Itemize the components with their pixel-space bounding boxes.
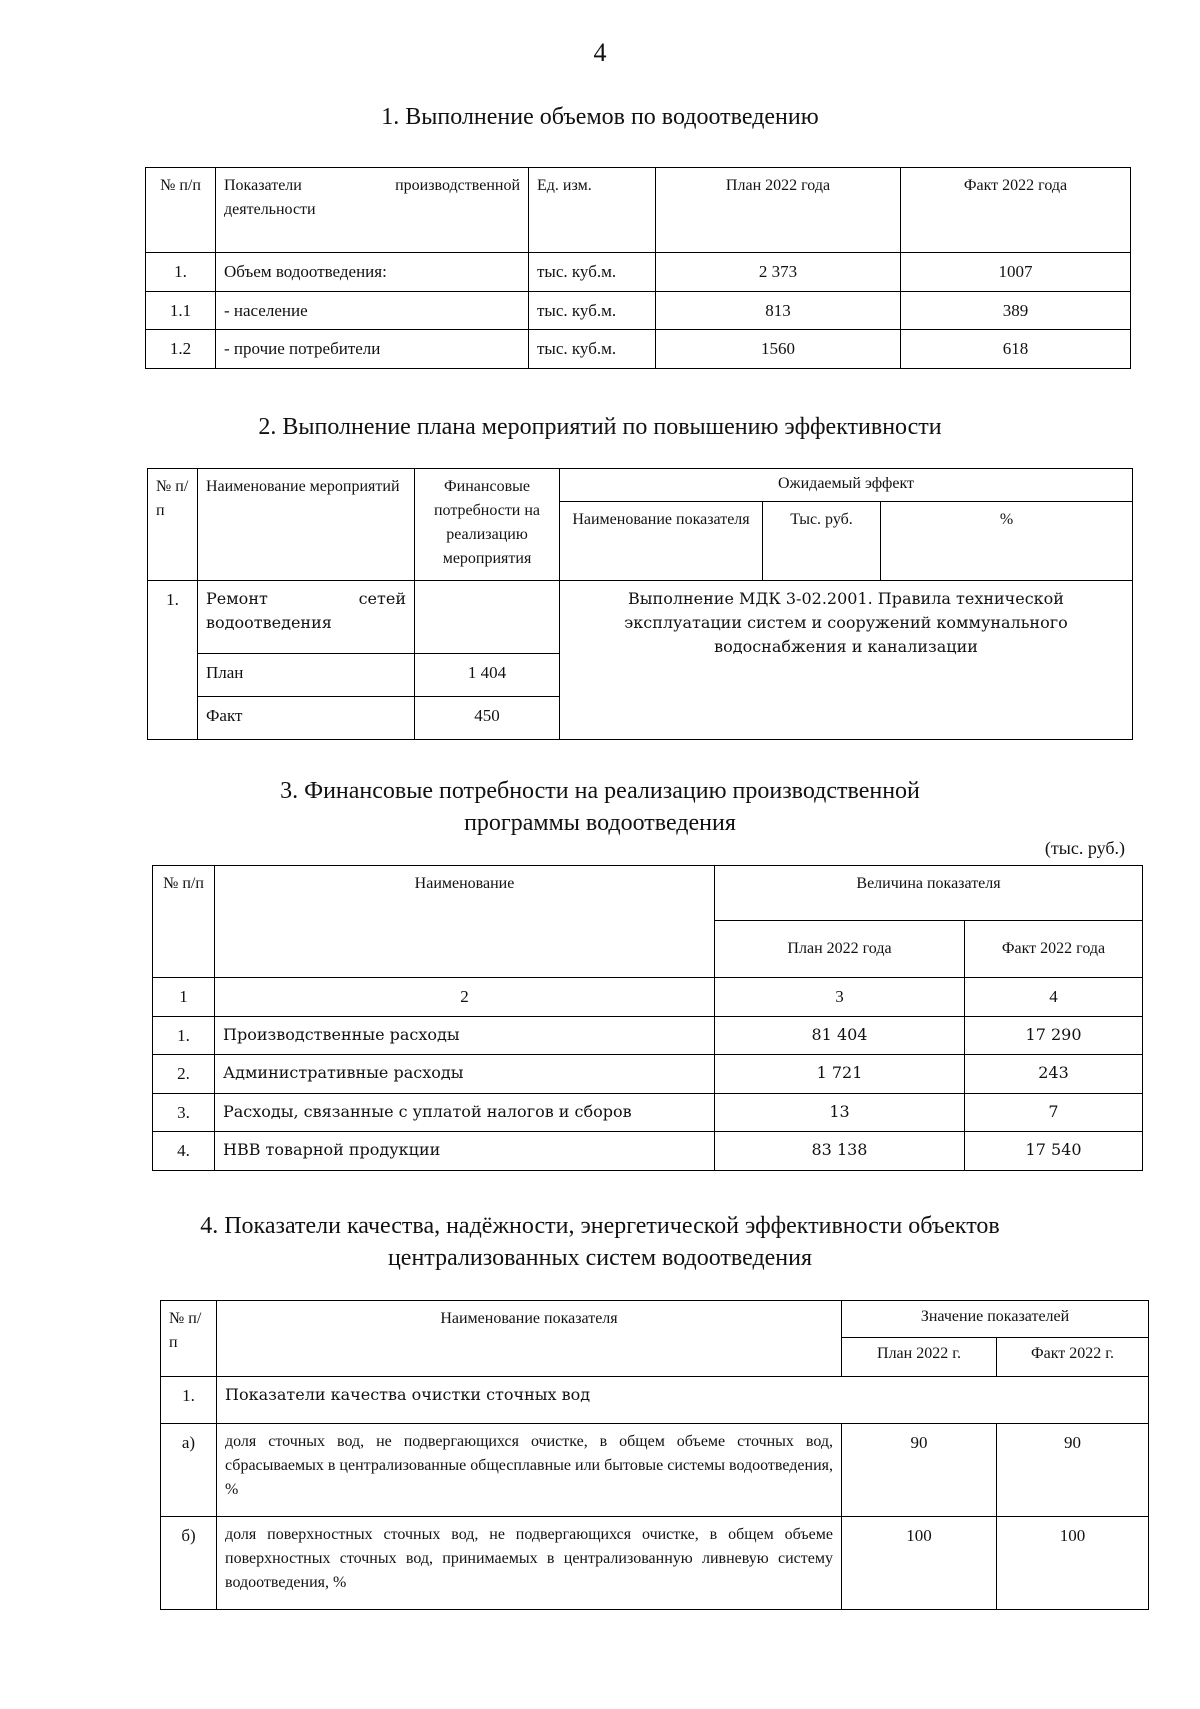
row-name: Объем водоотведения: — [216, 253, 529, 292]
header-fin: Финансовые потребности на реализацию мероприятия — [415, 469, 560, 581]
header-fact: Факт 2022 года — [965, 921, 1143, 978]
header-plan: План 2022 г. — [842, 1338, 997, 1377]
table-row — [153, 1132, 1143, 1171]
header-fact: Факт 2022 года — [901, 168, 1131, 253]
row-plan: 100 — [842, 1517, 997, 1610]
section2-table — [147, 468, 1133, 740]
unit-note: (тыс. руб.) — [1044, 838, 1125, 858]
fact-label: Факт — [198, 697, 415, 740]
section4-title-line2: централизованных систем водоотведения — [387, 1245, 813, 1271]
row-name: Производственные расходы — [215, 1016, 715, 1055]
header-num: № п/п — [153, 866, 215, 978]
table-row — [153, 1093, 1143, 1132]
plan-value: 1 404 — [415, 654, 560, 697]
row-plan: 83 138 — [715, 1132, 965, 1171]
section1-title: 1. Выполнение объемов по водоотведению — [381, 104, 819, 130]
row-num: 1.2 — [146, 330, 216, 369]
header-pct: % — [881, 502, 1133, 581]
section1-table — [145, 167, 1131, 369]
row-fact: 1007 — [901, 253, 1131, 292]
header-value: Величина показателя — [715, 866, 1143, 921]
row-plan: 81 404 — [715, 1016, 965, 1055]
row-fact: 100 — [997, 1517, 1149, 1610]
header-num: № п/п — [148, 469, 198, 581]
header-unit: Ед. изм. — [529, 168, 656, 253]
section3-title-line1: 3. Финансовые потребности на реализацию производственной — [280, 778, 920, 804]
index-cell: 1 — [153, 978, 215, 1017]
header-fact: Факт 2022 г. — [997, 1338, 1149, 1377]
header-num: № п/п — [146, 168, 216, 253]
fact-value: 450 — [415, 697, 560, 740]
effect-text: Выполнение МДК 3-02.2001. Правила технической эксплуатации систем и сооружений коммунального водоснабжения и канализации — [560, 581, 1133, 740]
row-plan: 13 — [715, 1093, 965, 1132]
header-name: Наименование показателя — [217, 1301, 842, 1377]
header-indicator: Показатели производственной деятельности — [216, 168, 529, 253]
row-unit: тыс. куб.м. — [529, 253, 656, 292]
row-num: б) — [161, 1517, 217, 1610]
header-rub: Тыс. руб. — [763, 502, 881, 581]
row-name: - население — [216, 291, 529, 330]
row-name: Ремонт сетей водоотведения — [198, 581, 415, 654]
row-fact: 90 — [997, 1424, 1149, 1517]
row-name: НВВ товарной продукции — [215, 1132, 715, 1171]
row-plan: 1560 — [656, 330, 901, 369]
header-name: Наименование — [215, 866, 715, 978]
table-row — [153, 1016, 1143, 1055]
header-value: Значение показателей — [842, 1301, 1149, 1338]
row-plan: 2 373 — [656, 253, 901, 292]
section4-table — [160, 1300, 1149, 1610]
header-name: Наименование мероприятий — [198, 469, 415, 581]
section4-title-line1: 4. Показатели качества, надёжности, энергетической эффективности объектов — [200, 1213, 1000, 1239]
index-cell: 4 — [965, 978, 1143, 1017]
row-num: 2. — [153, 1055, 215, 1094]
table-header-row — [146, 168, 1131, 253]
section3-table — [152, 865, 1143, 1171]
row-unit: тыс. куб.м. — [529, 291, 656, 330]
row-num: а) — [161, 1424, 217, 1517]
table-row — [161, 1517, 1149, 1610]
row-name: Расходы, связанные с уплатой налогов и сборов — [215, 1093, 715, 1132]
table-row — [146, 253, 1131, 292]
group-row — [161, 1377, 1149, 1424]
row-num: 1. — [146, 253, 216, 292]
table-index-row — [153, 978, 1143, 1017]
row-num: 4. — [153, 1132, 215, 1171]
row-plan: 813 — [656, 291, 901, 330]
group-name: Показатели качества очистки сточных вод — [217, 1377, 1149, 1424]
row-plan: 90 — [842, 1424, 997, 1517]
row-num: 1. — [148, 581, 198, 740]
table-row — [146, 291, 1131, 330]
group-num: 1. — [161, 1377, 217, 1424]
row-fact: 17 290 — [965, 1016, 1143, 1055]
header-plan: План 2022 года — [656, 168, 901, 253]
header-effect: Ожидаемый эффект — [560, 469, 1133, 502]
header-num: № п/п — [161, 1301, 217, 1377]
index-cell: 2 — [215, 978, 715, 1017]
section3-title-line2: программы водоотведения — [464, 810, 736, 836]
row-fact: 17 540 — [965, 1132, 1143, 1171]
row-num: 1. — [153, 1016, 215, 1055]
header-indicator: Наименование показателя — [560, 502, 763, 581]
header-plan: План 2022 года — [715, 921, 965, 978]
row-unit: тыс. куб.м. — [529, 330, 656, 369]
table-row — [146, 330, 1131, 369]
table-row — [161, 1424, 1149, 1517]
row-name: доля сточных вод, не подвергающихся очистке, в общем объеме сточных вод, сбрасываемых в централизованные общесплавные или бытовые системы водоотведения, % — [217, 1424, 842, 1517]
page-number: 4 — [593, 38, 607, 67]
row-plan: 1 721 — [715, 1055, 965, 1094]
row-fact: 618 — [901, 330, 1131, 369]
row-fact: 389 — [901, 291, 1131, 330]
index-cell: 3 — [715, 978, 965, 1017]
row-name: доля поверхностных сточных вод, не подвергающихся очистке, в общем объеме поверхностных сточных вод, принимаемых в централизованную ливневую систему водоотведения, % — [217, 1517, 842, 1610]
plan-label: План — [198, 654, 415, 697]
table-row — [153, 1055, 1143, 1094]
row-num: 1.1 — [146, 291, 216, 330]
row-name: - прочие потребители — [216, 330, 529, 369]
row-name: Административные расходы — [215, 1055, 715, 1094]
row-fact: 243 — [965, 1055, 1143, 1094]
row-fact: 7 — [965, 1093, 1143, 1132]
row-num: 3. — [153, 1093, 215, 1132]
row-fin-empty — [415, 581, 560, 654]
section2-title: 2. Выполнение плана мероприятий по повышению эффективности — [258, 414, 942, 440]
